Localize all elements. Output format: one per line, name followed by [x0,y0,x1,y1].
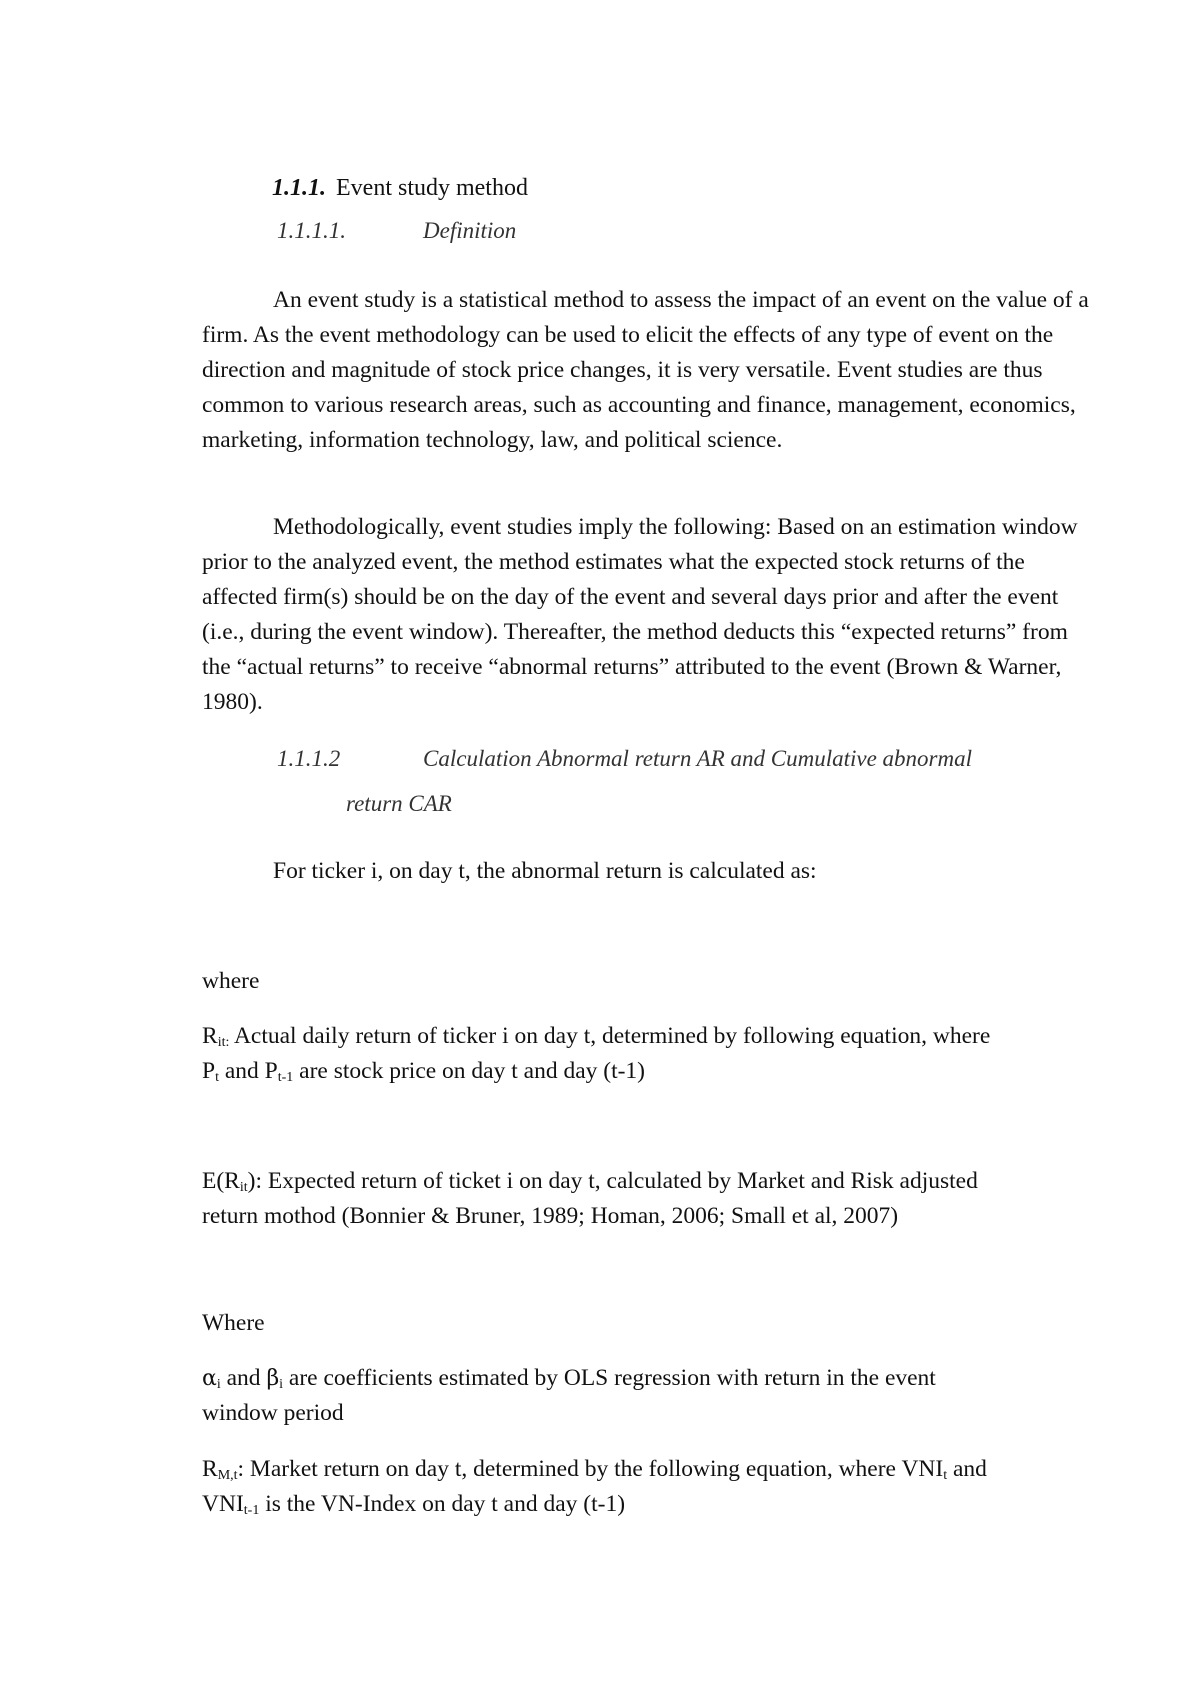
subsection-heading-definition [277,213,1177,248]
methodology-paragraph: Methodologically, event studies imply the following: Based on an estimation window prior to the analyzed event, the method estimates what the expected stock returns of the affected firm(s) should be on the day of the event and several days prior and after the event (i.e., during the event window). Thereafter, the method deducts this “expected returns” from the “actual returns” to receive “abnormal returns” attributed to the event (Brown & Warner, 1980). [202,514,1078,715]
subsection-title-continued: return CAR [346,791,452,816]
subsection-heading-calculation [277,741,1177,776]
where-label-2: Where [202,1310,265,1336]
subsection-title: Definition [423,218,517,243]
definition-paragraph: An event study is a statistical method to assess the impact of an event on the value of a firm. As the event methodology can be used to elicit the effects of any type of event on the direction and magnitude of stock price changes, it is very versatile. Event studies are thus common to various research areas, such as accounting and finance, management, economics, marketing, information technology, law, and political science. [202,287,1089,453]
section-title: Event study method [336,175,528,201]
expected-return-definition: $E(R_{it})$: Expected return of ticket i on day t, calculated by Market and Risk adjusted return mothod (Bonnier & Bruner, 1989; Homan, 2006; Small et al, 2007) [202,1168,978,1229]
rit-definition: $R_{it:}$ Actual daily return of ticker i on day t, determined by following equation, where $P_t$ and $P_{t-1}$ are stock price on day t and day (t-1) [202,1023,991,1085]
coefficients-definition: $\alpha_i$ and $\beta_i$ are coefficients estimated by OLS regression with return in the event window period [202,1365,936,1426]
section-number: 1.1.1. [272,175,326,201]
subsection-number: 1.1.1.2 [277,746,341,771]
market-return-definition: $R_{M,t}$: Market return on day t, determined by the following equation, where $VNI_t$ and $VNI_{t-1}$ is the VN-Index on day t and day (t-1) [202,1456,987,1518]
where-label: where [202,968,260,994]
abnormal-return-intro: For ticker i, on day t, the abnormal return is calculated as: [273,858,817,884]
section-heading-1-1-1 [272,171,1172,206]
subsection-number: 1.1.1.1. [277,218,346,243]
subsection-title: Calculation Abnormal return AR and Cumulative abnormal [423,746,973,771]
